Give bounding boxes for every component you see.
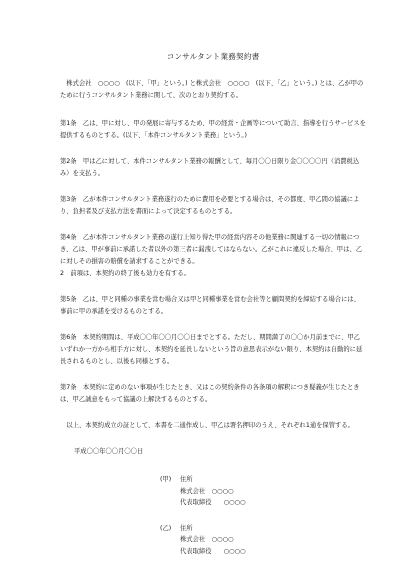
article-2: 第2条 甲は乙に対して、本件コンサルタント業務の報酬として、毎月〇〇日限り金〇〇〇〇円（消費税込み）を支払う。 <box>60 158 360 177</box>
document-title: コンサルタント業務契約書 <box>166 52 260 61</box>
contract-date: 平成〇〇年〇〇月〇〇日 <box>74 448 144 455</box>
party-tag: (乙) <box>160 524 172 532</box>
representative-title: 代表取締役 <box>180 499 212 506</box>
closing-paragraph: 以上、本契約成立の証として、本書を二通作成し、甲乙は署名押印のうえ、それぞれ1通を保管する。 <box>66 422 354 429</box>
representative-line <box>180 497 366 509</box>
representative-title: 代表取締役 <box>180 547 212 555</box>
article-6: 第6条 本契約期間は、平成〇〇年〇〇月〇〇日までとする。ただし、期間満了の〇〇か月前までに、甲乙いずれか一方から相手方に対し、本契約を延長しないという旨の意思表示がない限り、本契約は自動的に延長されるものとし、以後も同様とする。 <box>60 334 363 365</box>
party-otsu <box>160 523 366 558</box>
article-1: 第1条 乙は、甲に対し、甲の発展に寄与するため、甲の経営・企画等について助言、指導を行うサービスを提供するものとする。(以下、「本件コンサルタント業務」という。) <box>60 120 366 139</box>
address-label: 住所 <box>180 476 193 483</box>
article-5: 第5条 乙は、甲と同種の事業を営む場合又は甲と同種事業を営む会社等と顧問契約を締結する場合には、事前に甲の承諾を受けるものとする。 <box>60 296 360 315</box>
article-7: 第7条 本契約に定めのない事項が生じたとき、又はこの契約条件の各条項の解釈につき疑義が生じたときは、甲乙誠意をもって協議の上解決するものとする。 <box>60 384 360 403</box>
article-4-clause-2: 2 前項は、本契約の終了後も効力を有する。 <box>60 270 190 277</box>
company-name: 株式会社 ○○○○ <box>180 487 234 495</box>
party-ko <box>160 474 366 509</box>
article-3: 第3条 乙が本件コンサルタント業務遂行のために費用を必要とする場合は、その都度、甲乙間の協議により、負担者及び支払方法を書面によって決定するものとする。 <box>60 196 360 215</box>
representative-name: ○○○○ <box>223 499 246 506</box>
preamble-paragraph: 株式会社 ○○○○ (以下、「甲」という。) と株式会社 ○○○○ (以下、「乙」という。) とは、乙が甲のために行うコンサルタント業務に関して、次のとおり契約する。 <box>60 80 364 99</box>
article-4: 第4条 乙が本件コンサルタント業務の遂行上知り得た甲の経営内容その他業務に関連する一切の情報につき、乙は、甲が事前に承諾した者以外の第三者に漏洩してはならない。乙がこれに違反した場合、甲は、乙に対しその損害の賠償を請求することができる。 <box>60 234 362 265</box>
address-label: 住所 <box>180 524 193 532</box>
party-tag: (甲) <box>160 476 172 483</box>
company-name: 株式会社 ○○○○ <box>180 536 234 543</box>
representative-line <box>180 546 366 558</box>
representative-name: ○○○○ <box>223 547 246 555</box>
